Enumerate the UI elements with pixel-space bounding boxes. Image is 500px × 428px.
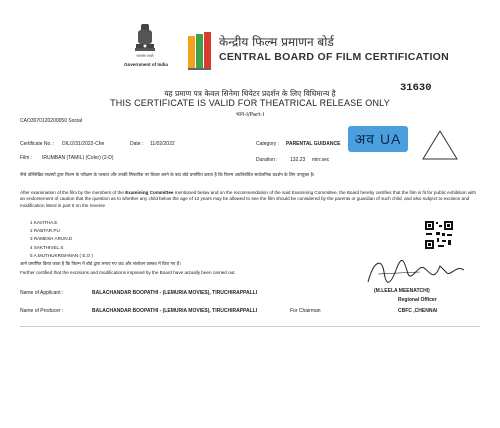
duration-label: Duration : — [256, 157, 278, 163]
cert-no-label: Certificate No. : — [20, 141, 55, 147]
cbfc-logo-icon — [186, 30, 214, 74]
english-paragraph: After examination of the film by the members of the Examining Committee mentioned below and on the recommendation of the said Examining Committee, the Board hereby certifies that the film is fit for public exhibition with an endorsement of caution that the question as to whether any child below the age of 12 years may be allowed to see the film should be considered by the parents or guardian of such child, and also subject to excision and modification listed in part II on the reverse — [20, 190, 477, 208]
validity-hindi: यह प्रमाण पत्र केवल सिनेमा थियेटर प्रदर्शन के लिए विधिमान्य है — [164, 89, 336, 98]
producer-value: BALACHANDAR BOOPATHI - (LEMURIA MOVIES), TIRUCHIRAPPALLI — [92, 308, 258, 314]
validity-english: THIS CERTIFICATE IS VALID FOR THEATRICAL RELEASE ONLY — [110, 98, 390, 108]
for-chairman: For Chairman — [290, 308, 321, 314]
applicant-label: Name of Applicant : — [20, 290, 64, 296]
certificate-serial: 31630 — [400, 82, 432, 94]
category-label: Category : — [256, 141, 280, 147]
officer-title: Regional Officer — [398, 297, 437, 303]
officer-office: CBFC ,CHENNAI — [398, 308, 438, 314]
svg-text:सत्यमेव जयते: सत्यमेव जयते — [136, 54, 154, 58]
govt-label: Government of India — [124, 62, 168, 67]
divider — [20, 326, 480, 327]
part-label: भाग-I/Part-I — [235, 112, 265, 118]
member-item: 3 RAMESH ARUN.D — [30, 236, 73, 242]
member-item: 2 RABTAR.PU — [30, 228, 60, 234]
rating-badge: अव UA — [348, 126, 408, 152]
national-emblem-icon — [132, 22, 158, 60]
cbfc-hindi-title: केन्द्रीय फिल्म प्रमाणन बोर्ड — [219, 35, 334, 49]
film-value: IRUMBAN (TAMIL) (Color) (2-D) — [42, 155, 114, 161]
further-english: Further certified that the excisions and modifications imposed by the Board have actually been carried out. — [20, 270, 236, 275]
member-item: 4 SAKTHIVEL.S — [30, 244, 64, 250]
reference-number: CAO3070120200050 Social — [20, 118, 82, 124]
triangle-icon — [420, 128, 460, 162]
category-value: PARENTAL GUIDANCE — [286, 141, 341, 147]
cert-no-value: DIL/2/31/2022-Che — [62, 141, 105, 147]
applicant-value: BALACHANDAR BOOPATHI - (LEMURIA MOVIES), TIRUCHIRAPPALLI — [92, 290, 258, 296]
further-hindi: आगे प्रमाणित किया जाता है कि फिल्म में बोर्ड द्वारा लगाए गए कट और संशोधन वास्तव में किए गए हैं। — [20, 262, 181, 267]
duration-value: 132.23 — [290, 157, 306, 163]
officer-name: (M.LEELA MEENATCHI) — [374, 288, 430, 294]
date-label: Date : — [130, 141, 144, 147]
duration-unit: min:sec — [312, 157, 330, 163]
cbfc-english-title: CENTRAL BOARD OF FILM CERTIFICATION — [219, 51, 450, 63]
film-label: Film : — [20, 155, 33, 161]
member-list — [30, 219, 93, 260]
member-item: 1 KAVITHA.E — [30, 220, 58, 225]
qr-code-icon — [424, 220, 454, 250]
producer-label: Name of Producer : — [20, 308, 64, 314]
member-item: 5 A.MUTHUKRISHNAN ( E.O ) — [30, 252, 94, 258]
hindi-paragraph: नीचे उल्लिखित सदस्यों द्वारा फिल्म के परीक्षण के पश्चात और उनकी सिफारिश पर विचार करने के बाद बोर्ड प्रमाणित करता है कि फिल्म अप्रतिबंधित सार्वजनिक प्रदर्शन के लिए उपयुक्त है। — [20, 173, 315, 178]
date-value: 11/02/2022 — [150, 141, 175, 147]
signature-icon — [360, 252, 470, 292]
